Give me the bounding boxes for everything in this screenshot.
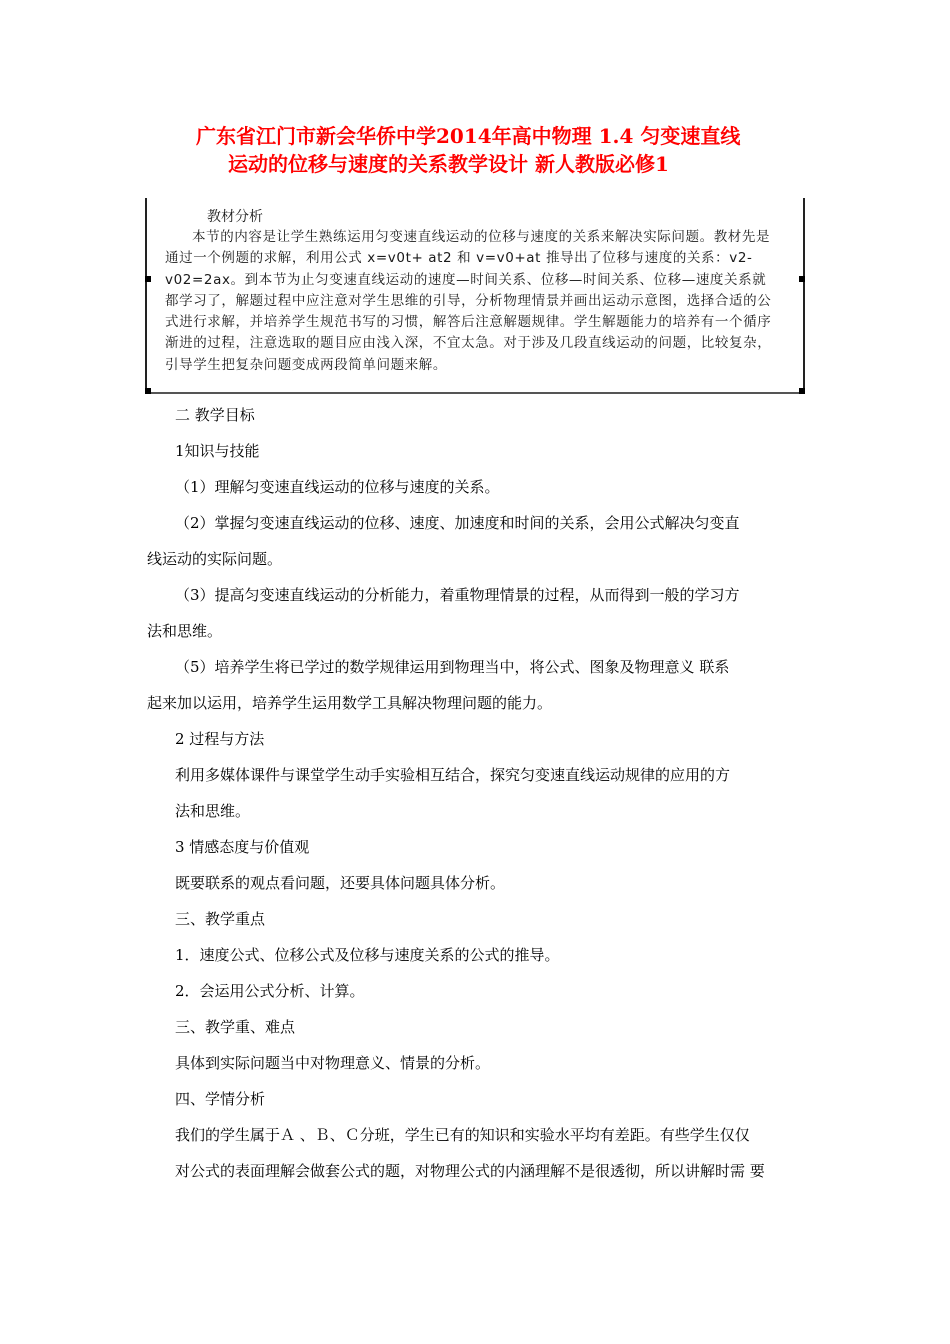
scanned-textbook-analysis-image <box>145 198 805 394</box>
section-heading-student-analysis: 四、学情分析 <box>175 1090 266 1108</box>
list-item: 1．速度公式、位移公式及位移与速度关系的公式的推导。 <box>175 946 560 964</box>
list-item: 2．会运用公式分析、计算。 <box>175 982 365 1000</box>
paragraph-continuation: 法和思维。 <box>147 622 223 640</box>
resize-handle[interactable] <box>145 388 151 394</box>
image-border-bottom <box>145 392 805 394</box>
scan-heading: 教材分析 <box>207 209 263 225</box>
paragraph: 利用多媒体课件与课堂学生动手实验相互结合，探究匀变速直线运动规律的应用的方 <box>175 766 731 784</box>
paragraph: （2）掌握匀变速直线运动的位移、速度、加速度和时间的关系，会用公式解决匀变直 <box>175 514 740 532</box>
paragraph: 我们的学生属于Ａ 、Ｂ、Ｃ分班，学生已有的知识和实验水平均有差距。有些学生仅仅 <box>175 1126 750 1144</box>
section-heading-difficulties: 三、教学重、难点 <box>175 1018 296 1036</box>
paragraph: （3）提高匀变速直线运动的分析能力，着重物理情景的过程，从而得到一般的学习方 <box>175 586 740 604</box>
paragraph-continuation: 法和思维。 <box>175 802 251 820</box>
paragraph-continuation: 线运动的实际问题。 <box>147 550 283 568</box>
image-border-right <box>803 198 805 394</box>
section-heading-objectives: 二 教学目标 <box>175 406 255 424</box>
paragraph: 既要联系的观点看问题，还要具体问题具体分析。 <box>175 874 506 892</box>
resize-handle[interactable] <box>799 276 805 282</box>
resize-handle[interactable] <box>145 276 151 282</box>
scan-body-text: 本节的内容是让学生熟练运用匀变速直线运动的位移与速度的关系来解决实际问题。教材先是通过一个例题的求解，利用公式 x=v0t+ at2 和 v=v0+at 推导出了位移与速度的关系：v2-v02=2ax。到本节为止匀变速直线运动的速度—时间关系、位移—时间关系、位移—速度关系就都学习了，解题过程中应注意对学生思维的引导，分析物理情景并画出运动示意图，选择合适的公式进行求解，并培养学生规范书写的习惯，解答后注意解题规律。学生解题能力的培养有一个循序渐进的过程，注意选取的题目应由浅入深，不宜太急。对于涉及几段直线运动的问题，比较复杂，引导学生把复杂问题变成两段简单问题来解。 <box>165 229 772 373</box>
paragraph-continuation: 起来加以运用，培养学生运用数学工具解决物理问题的能力。 <box>147 694 553 712</box>
document-body <box>147 397 815 1189</box>
paragraph: （5）培养学生将已学过的数学规律运用到物理当中，将公式、图象及物理意义 联系 <box>175 658 730 676</box>
paragraph-continuation: 对公式的表面理解会做套公式的题，对物理公式的内涵理解不是很透彻，所以讲解时需 要 <box>175 1162 765 1180</box>
subheading-process-methods: 2 过程与方法 <box>175 730 265 748</box>
document-title <box>150 122 830 178</box>
subheading-knowledge-skills: 1知识与技能 <box>175 442 260 460</box>
subheading-attitudes-values: 3 情感态度与价值观 <box>175 838 310 856</box>
paragraph: 具体到实际问题当中对物理意义、情景的分析。 <box>175 1054 491 1072</box>
section-heading-key-points: 三、教学重点 <box>175 910 266 928</box>
title-line-1: 广东省江门市新会华侨中学2014年高中物理 1.4 匀变速直线 <box>196 124 741 148</box>
image-border-left <box>145 198 147 394</box>
title-line-2: 运动的位移与速度的关系教学设计 新人教版必修1 <box>228 152 669 176</box>
paragraph: （1）理解匀变速直线运动的位移与速度的关系。 <box>175 478 500 496</box>
resize-handle[interactable] <box>799 388 805 394</box>
